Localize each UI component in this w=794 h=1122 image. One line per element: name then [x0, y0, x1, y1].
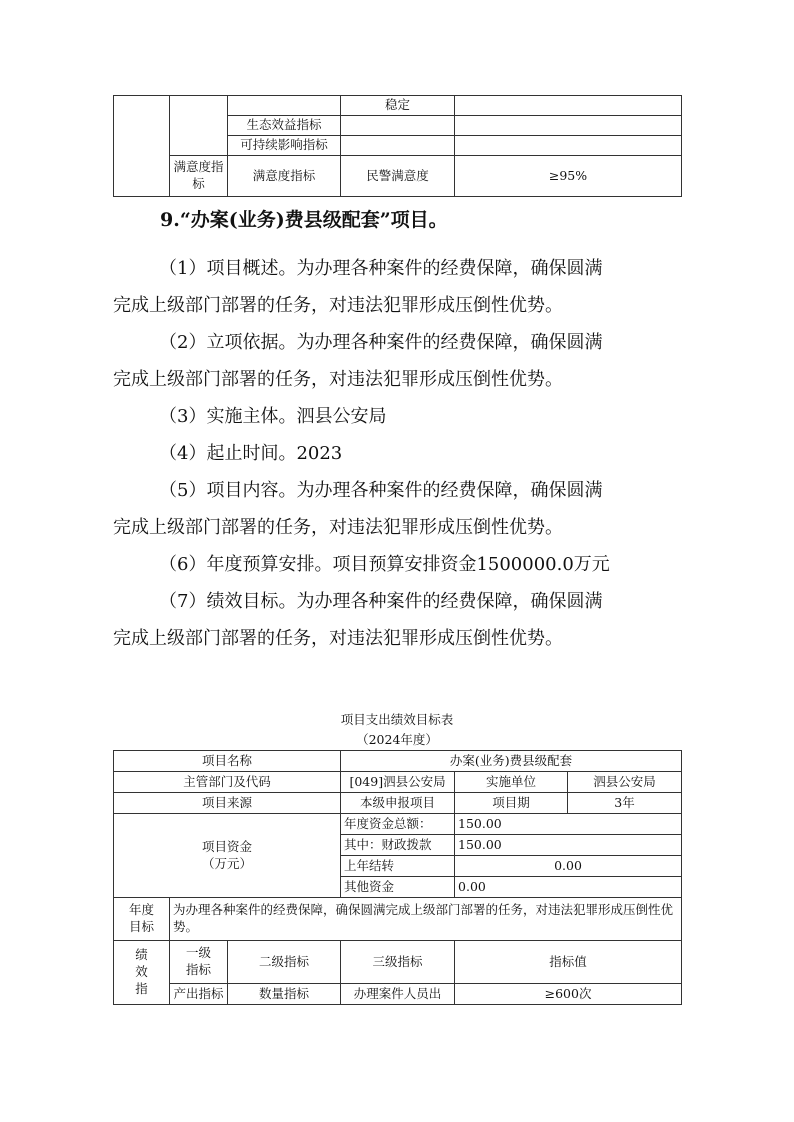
period-value: 3年 — [568, 793, 682, 814]
level2-header: 二级指标 — [228, 941, 341, 984]
project-name-value: 办案(业务)费县级配套 — [341, 751, 682, 772]
table-cell — [455, 116, 682, 136]
funds-label — [114, 814, 341, 898]
value-header: 指标值 — [455, 941, 682, 984]
row-level2: 数量指标 — [228, 984, 341, 1005]
impl-value: 泗县公安局 — [568, 772, 682, 793]
table-cell — [341, 116, 455, 136]
paragraph-line: （5）项目内容。为办理各种案件的经费保障，确保圆满 — [159, 480, 603, 501]
table-cell — [228, 96, 341, 116]
level3-header: 三级指标 — [341, 941, 455, 984]
annual-goal-label — [114, 898, 170, 941]
funds-other-value: 0.00 — [455, 877, 682, 898]
paragraph-line: （1）项目概述。为办理各种案件的经费保障，确保圆满 — [159, 258, 603, 279]
level1-header — [170, 941, 228, 984]
table-cell — [455, 136, 682, 156]
perf-label-3: 指 — [135, 980, 148, 996]
funds-unit-text: （万元） — [202, 855, 253, 871]
perf-label-1: 绩 — [135, 947, 148, 963]
table-cell — [170, 96, 228, 156]
table-cell: 可持续影响指标 — [228, 136, 341, 156]
table-cell — [114, 96, 170, 197]
funds-other-label: 其他资金 — [341, 877, 455, 898]
performance-target-table — [113, 750, 682, 1005]
funds-carryover-label: 上年结转 — [341, 856, 455, 877]
project-name-label: 项目名称 — [114, 751, 341, 772]
dept-label: 主管部门及代码 — [114, 772, 341, 793]
table-title: 项目支出绩效目标表 — [340, 712, 454, 727]
paragraph-line: （7）绩效目标。为办理各种案件的经费保障，确保圆满 — [159, 591, 603, 612]
source-value: 本级申报项目 — [341, 793, 455, 814]
funds-total-label: 年度资金总额： — [341, 814, 455, 835]
paragraph-line: （6）年度预算安排。项目预算安排资金1500000.0万元 — [159, 554, 610, 575]
row-level3: 办理案件人员出 — [341, 984, 455, 1005]
paragraph-line: （3）实施主体。泗县公安局 — [159, 406, 387, 427]
table-cell — [455, 96, 682, 116]
table-cell: ≥95% — [455, 156, 682, 197]
table-cell: 稳定 — [341, 96, 455, 116]
paragraph-line: （4）起止时间。2023 — [159, 443, 343, 464]
level1-header-2: 指标 — [185, 962, 211, 977]
source-label: 项目来源 — [114, 793, 341, 814]
table-subtitle: （2024年度） — [356, 732, 438, 747]
annual-goal-text: 为办理各种案件的经费保障，确保圆满完成上级部门部署的任务，对违法犯罪形成压倒性优势。 — [170, 898, 682, 941]
table-cell: 生态效益指标 — [228, 116, 341, 136]
paragraph-line: （2）立项依据。为办理各种案件的经费保障，确保圆满 — [159, 332, 603, 353]
funds-fiscal-label: 其中：财政拨款 — [341, 835, 455, 856]
funds-carryover-value: 0.00 — [455, 856, 682, 877]
perf-label-2: 效 — [135, 964, 148, 980]
funds-fiscal-value: 150.00 — [455, 835, 682, 856]
row-level1: 产出指标 — [170, 984, 228, 1005]
table-cell — [341, 136, 455, 156]
annual-goal-label-2: 目标 — [128, 919, 154, 934]
paragraph-line: 完成上级部门部署的任务，对违法犯罪形成压倒性优势。 — [113, 369, 563, 390]
impl-label: 实施单位 — [455, 772, 568, 793]
level1-header-1: 一级 — [185, 945, 211, 961]
table-cell: 满意度指标 — [170, 156, 228, 197]
performance-table-continued — [113, 95, 682, 197]
dept-value: [049]泗县公安局 — [341, 772, 455, 793]
perf-label — [114, 941, 170, 1005]
table-cell: 民警满意度 — [341, 156, 455, 197]
paragraph-line: 完成上级部门部署的任务，对违法犯罪形成压倒性优势。 — [113, 628, 563, 649]
annual-goal-label-1: 年度 — [128, 902, 154, 918]
period-label: 项目期 — [455, 793, 568, 814]
table-cell: 满意度指标 — [228, 156, 341, 197]
paragraph-line: 完成上级部门部署的任务，对违法犯罪形成压倒性优势。 — [113, 517, 563, 538]
funds-label-text: 项目资金 — [202, 838, 253, 854]
section-heading: 9.“办案(业务)费县级配套”项目。 — [160, 209, 448, 231]
paragraph-line: 完成上级部门部署的任务，对违法犯罪形成压倒性优势。 — [113, 295, 563, 316]
row-value: ≥600次 — [455, 984, 682, 1005]
funds-total-value: 150.00 — [455, 814, 682, 835]
